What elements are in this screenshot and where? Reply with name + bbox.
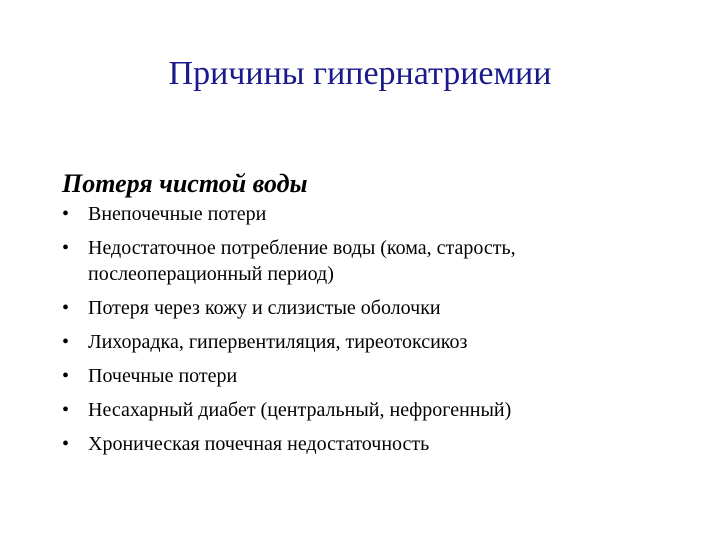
bullet-text: Внепочечные потери: [88, 203, 267, 225]
bullet-icon: •: [62, 203, 70, 225]
bullet-text: Хроническая почечная недостаточность: [88, 433, 430, 455]
bullet-item: [62, 431, 682, 457]
bullet-icon: •: [62, 297, 70, 319]
bullet-text: Почечные потери: [88, 365, 238, 387]
bullet-item: [62, 329, 682, 355]
bullet-text: Несахарный диабет (центральный, нефрогенный): [88, 399, 512, 421]
bullet-icon: •: [62, 365, 70, 387]
bullet-icon: •: [62, 399, 70, 421]
bullet-item: [62, 201, 682, 227]
bullet-text: Недостаточное потребление воды (кома, старость, послеоперационный период): [88, 237, 516, 285]
slide-title: Причины гипернатриемии: [168, 55, 552, 92]
bullet-text: Лихорадка, гипервентиляция, тиреотоксикоз: [88, 331, 468, 353]
bullet-item: [62, 235, 682, 287]
bullet-item: [62, 363, 682, 389]
bullet-item: [62, 295, 682, 321]
bullet-list: [62, 201, 682, 465]
section-subheading: Потеря чистой воды: [62, 169, 308, 198]
bullet-icon: •: [62, 237, 70, 259]
bullet-text: Потеря через кожу и слизистые оболочки: [88, 297, 441, 319]
bullet-item: [62, 397, 682, 423]
bullet-icon: •: [62, 331, 70, 353]
bullet-icon: •: [62, 433, 70, 455]
